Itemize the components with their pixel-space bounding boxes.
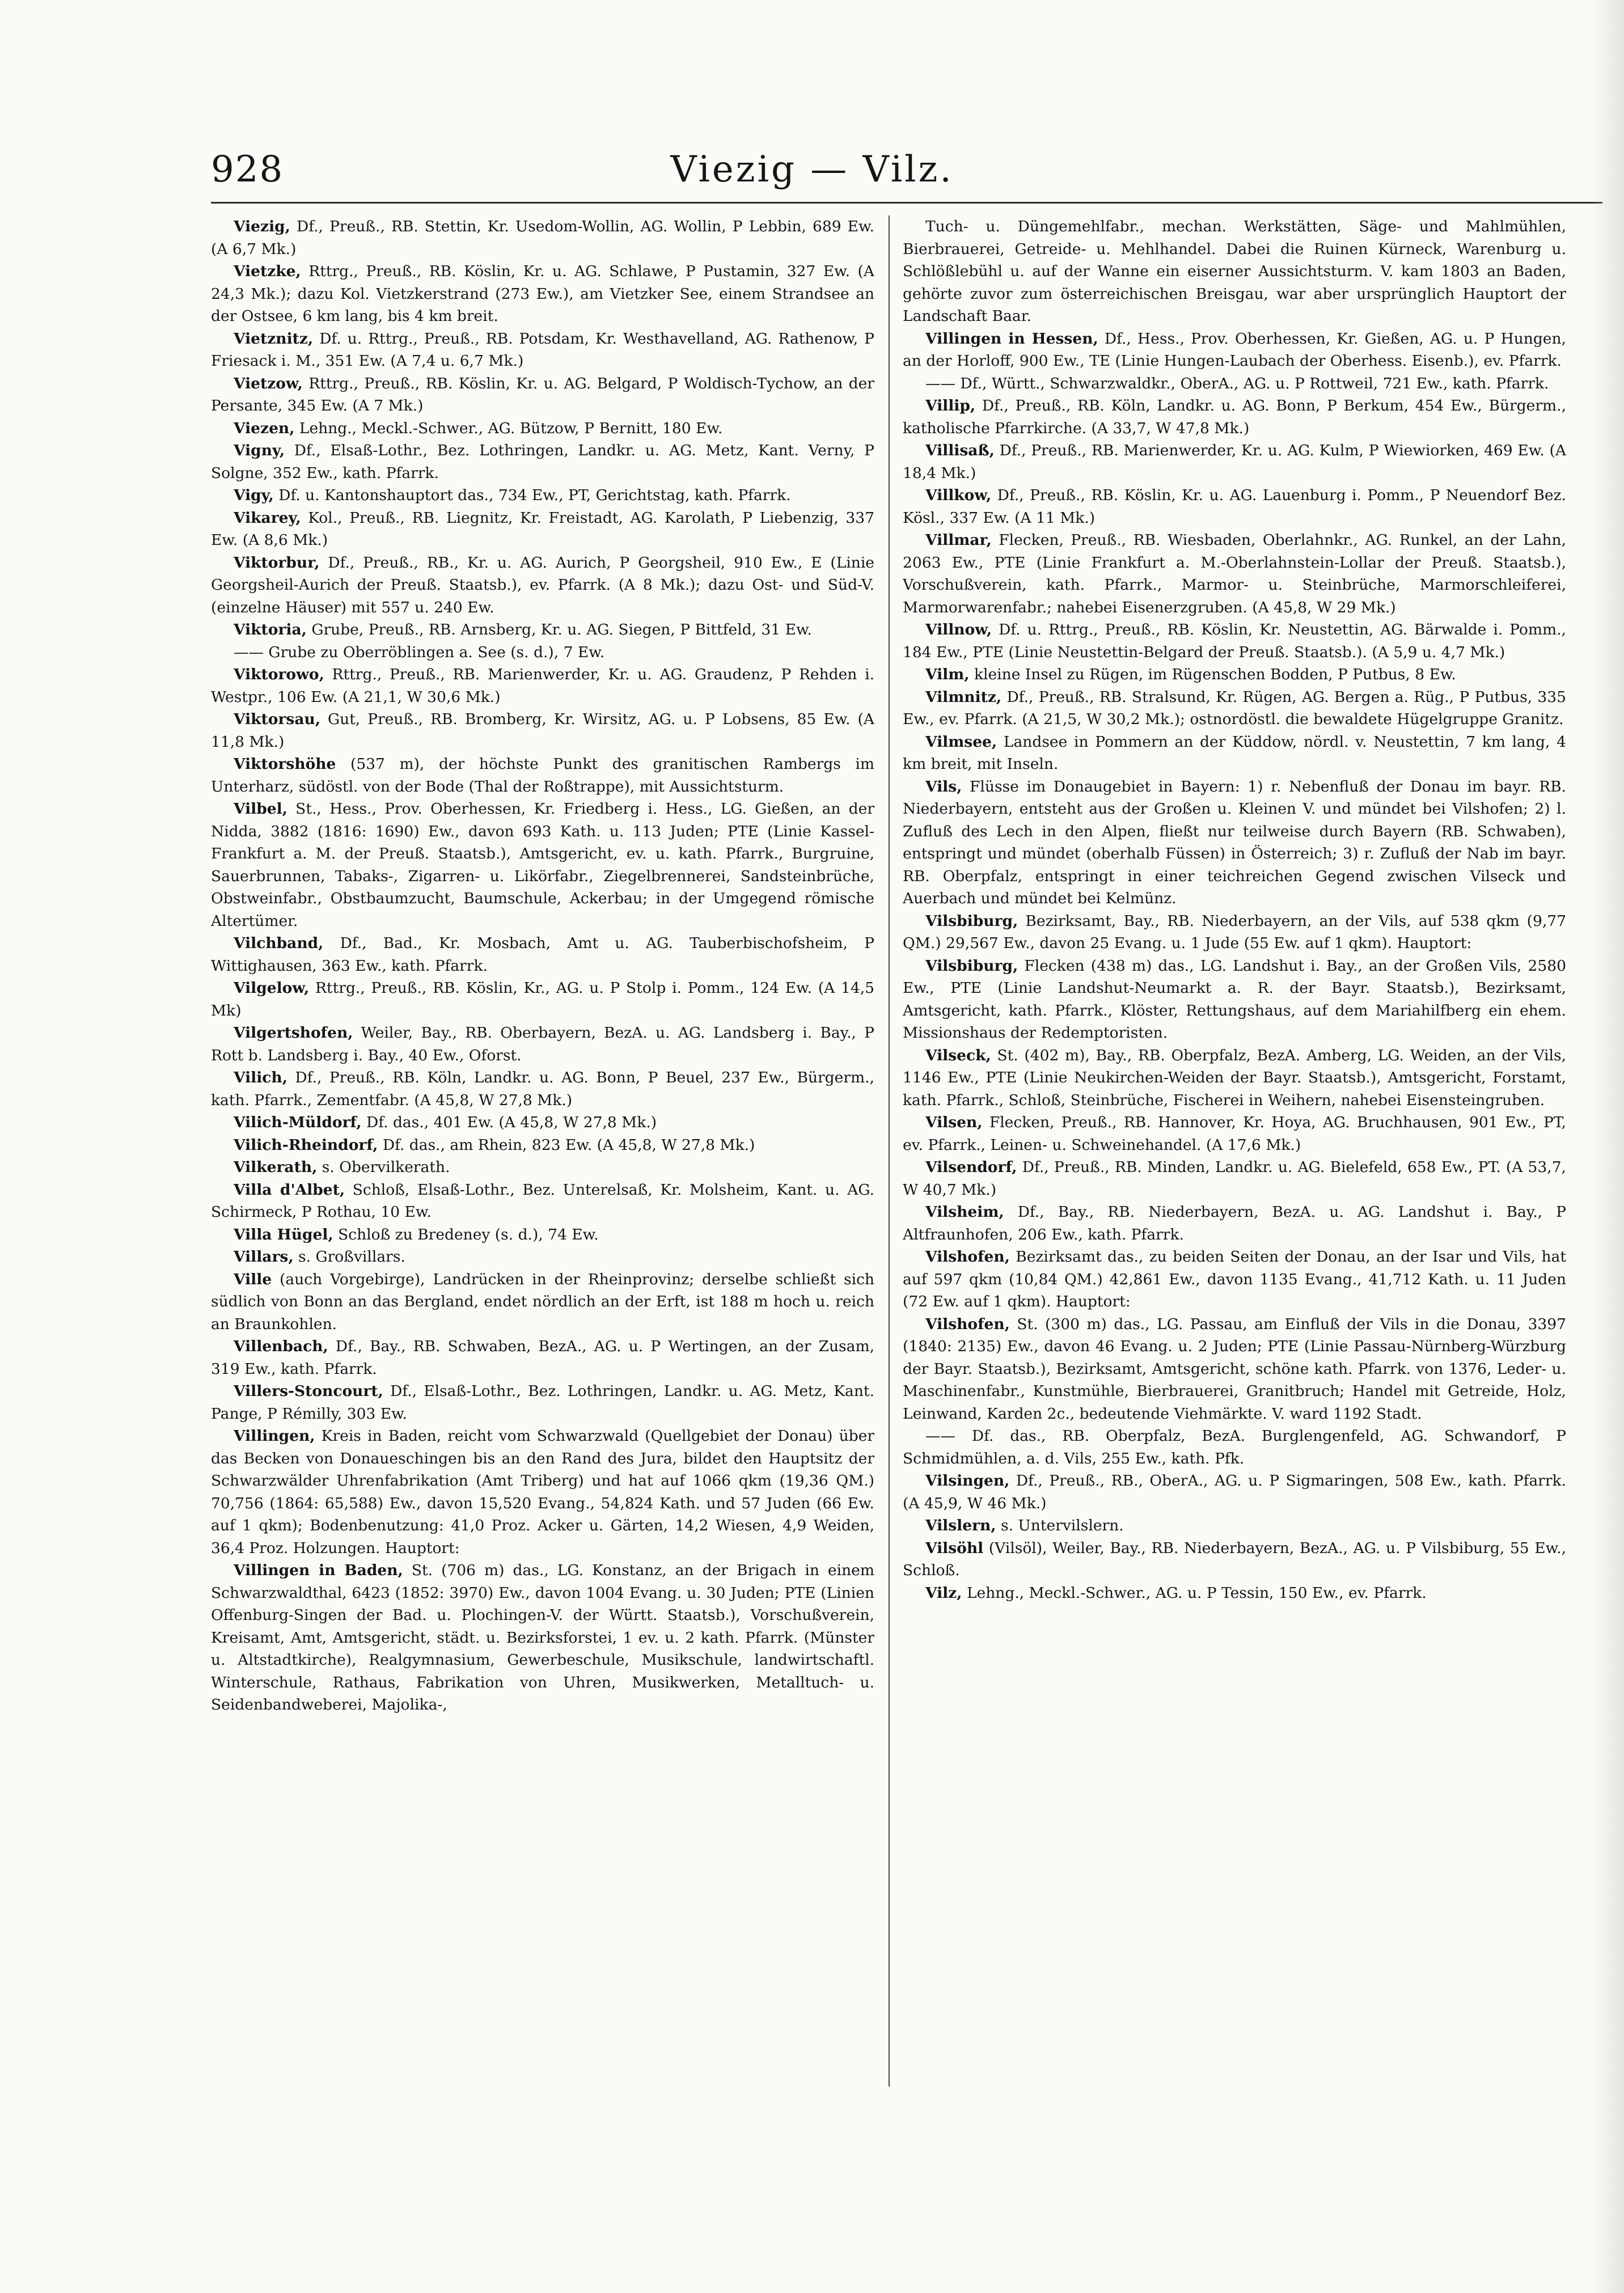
entry-headword: Vilseck,	[925, 1046, 991, 1064]
dictionary-entry	[211, 1268, 874, 1336]
entry-body: —— Df. das., RB. Oberpfalz, BezA. Burglengenfeld, AG. Schwandorf, P Schmidmühlen, a. d. Vils, 255 Ew., kath. Pfk.	[903, 1427, 1566, 1467]
entry-headword: Villingen,	[234, 1427, 315, 1445]
column-divider	[889, 215, 890, 2087]
entry-headword: Vilshofen,	[925, 1248, 1010, 1266]
entry-body: Df. u. Rttrg., Preuß., RB. Köslin, Kr. Neustettin, AG. Bärwalde i. Pomm., 184 Ew., PTE (Linie Neustettin-Belgard der Preuß. Staatsb.). (A 5,9 u. 4,7 Mk.)	[903, 621, 1566, 661]
entry-body: Df., Bay., RB. Schwaben, BezA., AG. u. P Wertingen, an der Zusam, 319 Ew., kath. Pfarrk.	[211, 1338, 874, 1378]
entry-body: Df. das., 401 Ew. (A 45,8, W 27,8 Mk.)	[366, 1114, 657, 1131]
dictionary-entry	[903, 663, 1566, 686]
dictionary-entry	[903, 215, 1566, 328]
entry-headword: Vigny,	[234, 442, 285, 459]
entry-headword: Vigy,	[234, 486, 274, 504]
dictionary-entry	[211, 663, 874, 708]
dictionary-entry	[903, 731, 1566, 776]
entry-body: Df., Preuß., RB., Kr. u. AG. Aurich, P Georgsheil, 910 Ew., E (Linie Georgsheil-Aurich der Preuß. Staatsb.), ev. Pfarrk. (A 8 Mk.); dazu Ost- und Süd-V. (einzelne Häuser) mit 557 u. 240 Ew.	[211, 553, 874, 616]
entry-headword: Vilgertshofen,	[234, 1024, 353, 1042]
entry-body: Kreis in Baden, reicht vom Schwarzwald (Quellgebiet der Donau) über das Becken von Donaueschingen bis an den Rand des Jura, bildet den Hauptsitz der Schwarzwälder Uhrenfabrikation (Amt Triberg) und hat auf 1066 qkm (19,36 QM.) 70,756 (1864: 65,588) Ew., davon 15,520 Evang., 54,824 Kath. und 57 Juden (66 Ew. auf 1 qkm); Bodenbenutzung: 41,0 Proz. Acker u. Gärten, 14,2 Wiesen, 4,9 Weiden, 36,4 Proz. Holzungen. Hauptort:	[211, 1427, 874, 1557]
dictionary-entry	[903, 484, 1566, 529]
entry-body: Df., Preuß., RB., OberA., AG. u. P Sigmaringen, 508 Ew., kath. Pfarrk. (A 45,9, W 46 Mk.)	[903, 1472, 1566, 1512]
entry-body: Df., Preuß., RB. Marienwerder, Kr. u. AG. Kulm, P Wiewiorken, 469 Ew. (A 18,4 Mk.)	[903, 442, 1566, 482]
entry-headword: Viezig,	[234, 218, 290, 235]
entry-headword: Vietzow,	[234, 374, 303, 392]
entry-body: s. Obervilkerath.	[322, 1158, 450, 1176]
entry-headword: Viktorsau,	[234, 710, 320, 728]
dictionary-entry	[903, 1425, 1566, 1470]
entry-headword: Ville	[234, 1270, 272, 1288]
dictionary-entry	[211, 1335, 874, 1380]
entry-body: Df., Bay., RB. Niederbayern, BezA. u. AG. Landshut i. Bay., P Altfraunhofen, 206 Ew., kath. Pfarrk.	[903, 1203, 1566, 1243]
entry-body: St. (706 m) das., LG. Konstanz, an der Brigach in einem Schwarzwaldthal, 6423 (1852: 3970) Ew., davon 1004 Evang. u. 30 Juden; PTE (Linien Offenburg-Singen der Bad. u. Plochingen-V. der Württ. Staatsb.), Vorschußverein, Kreisamt, Amt, Amtsgericht, städt. u. Bezirksforstei, 1 ev. u. 2 kath. Pfarrk. (Münster u. Altstadtkirche), Realgymnasium, Gewerbeschule, Musikschule, landwirtschaftl. Winterschule, Rathaus, Fabrikation von Uhren, Musikwerken, Metalltuch- u. Seidenbandweberei, Majolika-,	[211, 1562, 874, 1714]
dictionary-entry	[903, 395, 1566, 439]
entry-headword: Vilbel,	[234, 800, 287, 818]
entry-body: Df. das., am Rhein, 823 Ew. (A 45,8, W 27,8 Mk.)	[382, 1136, 755, 1154]
dictionary-entry	[211, 1179, 874, 1224]
entry-body: Flüsse im Donaugebiet in Bayern: 1) r. Nebenfluß der Donau im bayr. RB. Niederbayern, entsteht aus der Großen u. Kleinen V. und mündet bei Vilshofen; 2) l. Zufluß des Lech in den Alpen, fließt nur teilweise durch Bayern (RB. Schwaben), entspringt und mündet (oberhalb Füssen) in Österreich; 3) r. Zufluß der Nab im bayr. RB. Oberpfalz, entspringt in einer teichreichen Gegend zwischen Vilseck und Auerbach und mündet bei Kelmünz.	[903, 777, 1566, 907]
entry-headword: Villa Hügel,	[234, 1225, 333, 1243]
entry-body: Df., Preuß., RB. Stettin, Kr. Usedom-Wollin, AG. Wollin, P Lebbin, 689 Ew. (A 6,7 Mk.)	[211, 218, 874, 258]
dictionary-entry	[211, 1134, 874, 1157]
entry-body: Flecken (438 m) das., LG. Landshut i. Bay., an der Großen Vils, 2580 Ew., PTE (Linie Landshut-Neumarkt a. R. der Bayr. Staatsb.), Bezirksamt, Amtsgericht, kath. Pfarrk., Klöster, Rettungshaus, auf dem Mariahilfberg ein ehem. Missionshaus der Redemptoristen.	[903, 957, 1566, 1042]
dictionary-entry	[903, 1537, 1566, 1582]
entry-headword: Vilshofen,	[925, 1315, 1010, 1333]
entry-body: Kol., Preuß., RB. Liegnitz, Kr. Freistadt, AG. Karolath, P Liebenzig, 337 Ew. (A 8,6 Mk.)	[211, 509, 874, 549]
page-number: 928	[211, 149, 284, 191]
dictionary-entry	[211, 1111, 874, 1134]
dictionary-entry	[211, 439, 874, 484]
entry-headword: Vilich,	[234, 1069, 287, 1086]
entry-headword: Vilz,	[925, 1584, 962, 1602]
entry-body: (auch Vorgebirge), Landrücken in der Rheinprovinz; derselbe schließt sich südlich von Bonn an das Bergland, endet nördlich an der Erft, ist 188 m hoch u. reich an Braunkohlen.	[211, 1270, 874, 1333]
entry-body: Rttrg., Preuß., RB. Köslin, Kr. u. AG. Schlawe, P Pustamin, 327 Ew. (A 24,3 Mk.); dazu Kol. Vietzkerstrand (273 Ew.), am Vietzker See, einem Strandsee an der Ostsee, 6 km lang, bis 4 km breit.	[211, 263, 874, 325]
entry-headword: Villmar,	[925, 531, 992, 549]
entry-body: kleine Insel zu Rügen, im Rügenschen Bodden, P Putbus, 8 Ew.	[974, 666, 1456, 683]
dictionary-entry	[211, 1246, 874, 1268]
dictionary-entry	[211, 798, 874, 932]
entry-headword: Vilmsee,	[925, 733, 997, 751]
entry-headword: Vilsheim,	[925, 1203, 1004, 1221]
entry-headword: Vilsbiburg,	[925, 912, 1018, 930]
dictionary-entry	[211, 619, 874, 641]
entry-body: Df., Preuß., RB. Köln, Landkr. u. AG. Bonn, P Berkum, 454 Ew., Bürgerm., katholische Pfarrkirche. (A 33,7, W 47,8 Mk.)	[903, 397, 1566, 437]
entry-body: Rttrg., Preuß., RB. Marienwerder, Kr. u. AG. Graudenz, P Rehden i. Westpr., 106 Ew. (A 21,1, W 30,6 Mk.)	[211, 666, 874, 706]
dictionary-entry	[903, 1514, 1566, 1537]
dictionary-entry	[903, 529, 1566, 619]
entry-body: Df., Preuß., RB. Stralsund, Kr. Rügen, AG. Bergen a. Rüg., P Putbus, 335 Ew., ev. Pfarrk. (A 21,5, W 30,2 Mk.); ostnordöstl. die bewaldete Hügelgruppe Granitz.	[903, 688, 1566, 728]
dictionary-entry	[211, 1067, 874, 1111]
dictionary-entry	[211, 507, 874, 552]
entry-body: Lehng., Meckl.-Schwer., AG. Bützow, P Bernitt, 180 Ew.	[299, 419, 723, 437]
entry-body: Df., Hess., Prov. Oberhessen, Kr. Gießen, AG. u. P Hungen, an der Horloff, 900 Ew., TE (Linie Hungen-Laubach der Oberhess. Eisenb.), ev. Pfarrk.	[903, 329, 1566, 370]
dictionary-entry	[903, 1201, 1566, 1246]
entry-body: Gut, Preuß., RB. Bromberg, Kr. Wirsitz, AG. u. P Lobsens, 85 Ew. (A 11,8 Mk.)	[211, 710, 874, 751]
dictionary-entry	[211, 708, 874, 753]
entry-body: Lehng., Meckl.-Schwer., AG. u. P Tessin, 150 Ew., ev. Pfarrk.	[966, 1584, 1427, 1602]
entry-headword: Vilmnitz,	[925, 688, 1002, 706]
entry-body: Df., Bad., Kr. Mosbach, Amt u. AG. Tauberbischofsheim, P Wittighausen, 363 Ew., kath. Pfarrk.	[211, 934, 874, 975]
dictionary-entry	[903, 955, 1566, 1044]
entry-headword: Villnow,	[925, 621, 992, 638]
entry-body: Flecken, Preuß., RB. Wiesbaden, Oberlahnkr., AG. Runkel, an der Lahn, 2063 Ew., PTE (Linie Frankfurt a. M.-Oberlahnstein-Lollar der Preuß. Staatsb.), Vorschußverein, kath. Pfarrk., Marmor- u. Steinbrüche, Marmorschleiferei, Marmorwarenfabr.; nahebei Eisenerzgruben. (A 45,8, W 29 Mk.)	[903, 531, 1566, 616]
dictionary-entry	[211, 484, 874, 507]
dictionary-entry	[903, 328, 1566, 373]
entry-headword: Vietzke,	[234, 263, 301, 280]
dictionary-entry	[211, 1022, 874, 1067]
entry-headword: Vils,	[925, 777, 962, 796]
dictionary-entry	[211, 1559, 874, 1716]
dictionary-entry	[211, 552, 874, 619]
entry-body: Schloß, Elsaß-Lothr., Bez. Unterelsaß, Kr. Molsheim, Kant. u. AG. Schirmeck, P Rothau, 10 Ew.	[211, 1181, 874, 1221]
entry-headword: Villingen in Baden,	[234, 1562, 403, 1579]
entry-headword: Viktorbur,	[234, 553, 320, 572]
entry-body: —— Grube zu Oberröblingen a. See (s. d.), 7 Ew.	[234, 643, 605, 661]
header-rule	[211, 202, 1602, 204]
entry-headword: Villars,	[234, 1248, 294, 1266]
dictionary-entry	[903, 686, 1566, 731]
dictionary-entry	[903, 439, 1566, 484]
dictionary-entry	[903, 619, 1566, 663]
entry-headword: Villingen in Hessen,	[925, 329, 1098, 348]
dictionary-entry	[211, 1380, 874, 1425]
entry-headword: Vilslern,	[925, 1517, 996, 1534]
entry-body: Rttrg., Preuß., RB. Köslin, Kr. u. AG. Belgard, P Woldisch-Tychow, an der Persante, 345 Ew. (A 7 Mk.)	[211, 374, 874, 414]
entry-body: Df., Preuß., RB. Minden, Landkr. u. AG. Bielefeld, 658 Ew., PT. (A 53,7, W 40,7 Mk.)	[903, 1158, 1566, 1199]
entry-headword: Vilchband,	[234, 934, 324, 952]
entry-headword: Vilich-Rheindorf,	[234, 1136, 378, 1154]
entry-body: Grube, Preuß., RB. Arnsberg, Kr. u. AG. Siegen, P Bittfeld, 31 Ew.	[311, 621, 812, 638]
dictionary-entry	[211, 1224, 874, 1246]
entry-body: St., Hess., Prov. Oberhessen, Kr. Friedberg i. Hess., LG. Gießen, an der Nidda, 3882 (1816: 1690) Ew., davon 693 Kath. u. 113 Juden; PTE (Linie Kassel-Frankfurt a. M. der Preuß. Staatsb.), Amtsgericht, ev. u. kath. Pfarrk., Burgruine, Sauerbrunnen, Tabaks-, Zigarren- u. Likörfabr., Ziegelbrennerei, Sandsteinbrüche, Obstweinfabr., Obstbaumzucht, Baumschule, Ackerbau; in der Umgegend römische Altertümer.	[211, 800, 874, 930]
entry-headword: Villenbach,	[234, 1338, 328, 1355]
entry-headword: Villkow,	[925, 486, 992, 504]
dictionary-entry	[903, 1313, 1566, 1425]
entry-headword: Vietznitz,	[234, 329, 314, 348]
dictionary-entry	[903, 1156, 1566, 1201]
dictionary-entry	[903, 1044, 1566, 1112]
dictionary-entry	[211, 260, 874, 328]
entry-body: —— Df., Württ., Schwarzwaldkr., OberA., AG. u. P Rottweil, 721 Ew., kath. Pfarrk.	[925, 374, 1549, 392]
entry-headword: Vilm,	[925, 666, 970, 683]
entry-headword: Vilsbiburg,	[925, 957, 1018, 975]
dictionary-entry	[211, 641, 874, 664]
dictionary-entry	[903, 1470, 1566, 1514]
entry-headword: Vilsendorf,	[925, 1158, 1017, 1176]
entry-body: Df., Preuß., RB. Köslin, Kr. u. AG. Lauenburg i. Pomm., P Neuendorf Bez. Kösl., 337 Ew. (A 11 Mk.)	[903, 486, 1566, 527]
entry-headword: Villisaß,	[925, 442, 995, 459]
entry-headword: Viktoria,	[234, 621, 307, 638]
entry-headword: Vilich-Müldorf,	[234, 1114, 362, 1131]
entry-body: (537 m), der höchste Punkt des granitischen Rambergs im Unterharz, südöstl. von der Bode (Thal der Roßtrappe), mit Aussichtsturm.	[211, 755, 874, 796]
entry-body: Weiler, Bay., RB. Oberbayern, BezA. u. AG. Landsberg i. Bay., P Rott b. Landsberg i. Bay., 40 Ew., Oforst.	[211, 1024, 874, 1064]
dictionary-entry	[903, 1111, 1566, 1156]
entry-body: Tuch- u. Düngemehlfabr., mechan. Werkstätten, Säge- und Mahlmühlen, Bierbrauerei, Getreide- u. Mehlhandel. Dabei die Ruinen Kürneck, Warenburg u. Schlößlebühl u. auf der Wanne ein eiserner Aussichtsturm. V. kam 1803 an Baden, gehörte zuvor zum österreichischen Breisgau, war aber ursprünglich Hauptort der Landschaft Baar.	[903, 218, 1566, 325]
entry-headword: Vilsen,	[925, 1114, 983, 1131]
dictionary-entry	[211, 215, 874, 260]
dictionary-entry	[211, 328, 874, 373]
entry-headword: Villers-Stoncourt,	[234, 1382, 383, 1400]
dictionary-entry	[903, 1246, 1566, 1313]
entry-headword: Vikarey,	[234, 509, 301, 527]
dictionary-entry	[211, 932, 874, 977]
entry-headword: Vilsöhl	[925, 1539, 984, 1557]
running-head: Viezig — Vilz.	[670, 149, 954, 191]
page-edge-shadow	[1590, 0, 1624, 2293]
dictionary-entry	[211, 417, 874, 440]
entry-body: s. Großvillars.	[298, 1248, 405, 1266]
entry-body: Df. u. Kantonshauptort das., 734 Ew., PT, Gerichtstag, kath. Pfarrk.	[278, 486, 791, 504]
entry-body: St. (300 m) das., LG. Passau, am Einfluß der Vils in die Donau, 3397 (1840: 2135) Ew., davon 46 Evang. u. 2 Juden; PTE (Linie Passau-Nürnberg-Würzburg der Bayr. Staatsb.), Bezirksamt, Amtsgericht, schöne kath. Pfarrk. von 1376, Leder- u. Maschinenfabr., Kunstmühle, Bierbrauerei, Granitbruch; Handel mit Getreide, Holz, Leinwand, Karden 2c., bedeutende Viehmärkte. V. ward 1192 Stadt.	[903, 1315, 1566, 1423]
entry-body: Bezirksamt das., zu beiden Seiten der Donau, an der Isar und Vils, hat auf 597 qkm (10,84 QM.) 42,861 Ew., davon 1135 Evang., 41,712 Kath. u. 11 Juden (72 Ew. auf 1 qkm). Hauptort:	[903, 1248, 1566, 1310]
left-column	[211, 215, 874, 2211]
entry-headword: Vilsingen,	[925, 1472, 1010, 1490]
entry-body: Rttrg., Preuß., RB. Köslin, Kr., AG. u. P Stolp i. Pomm., 124 Ew. (A 14,5 Mk)	[211, 979, 874, 1019]
entry-headword: Viktorshöhe	[234, 755, 336, 773]
dictionary-entry	[211, 373, 874, 417]
entry-body: Df., Elsaß-Lothr., Bez. Lothringen, Landkr. u. AG. Metz, Kant. Verny, P Solgne, 352 Ew., kath. Pfarrk.	[211, 442, 874, 482]
entry-headword: Villa d'Albet,	[234, 1181, 345, 1199]
entry-body: s. Untervilslern.	[1000, 1517, 1124, 1534]
dictionary-entry	[903, 373, 1566, 395]
dictionary-entry	[211, 1425, 874, 1559]
entry-headword: Vilgelow,	[234, 979, 310, 997]
entry-body: Df. u. Rttrg., Preuß., RB. Potsdam, Kr. Westhavelland, AG. Rathenow, P Friesack i. M., 351 Ew. (A 7,4 u. 6,7 Mk.)	[211, 329, 874, 370]
dictionary-entry	[903, 910, 1566, 955]
entry-body: Schloß zu Bredeney (s. d.), 74 Ew.	[338, 1225, 599, 1243]
dictionary-entry	[211, 1156, 874, 1179]
entry-body: Df., Elsaß-Lothr., Bez. Lothringen, Landkr. u. AG. Metz, Kant. Pange, P Rémilly, 303 Ew.	[211, 1382, 874, 1423]
dictionary-entry	[903, 1582, 1566, 1605]
entry-headword: Villip,	[925, 397, 976, 414]
entry-body: Df., Preuß., RB. Köln, Landkr. u. AG. Bonn, P Beuel, 237 Ew., Bürgerm., kath. Pfarrk., Zementfabr. (A 45,8, W 27,8 Mk.)	[211, 1069, 874, 1109]
dictionary-entry	[211, 753, 874, 798]
dictionary-entry	[211, 977, 874, 1022]
dictionary-entry	[903, 776, 1566, 910]
entry-headword: Viezen,	[234, 419, 295, 437]
entry-body: Flecken, Preuß., RB. Hannover, Kr. Hoya, AG. Bruchhausen, 901 Ew., PT, ev. Pfarrk., Leinen- u. Schweinehandel. (A 17,6 Mk.)	[903, 1114, 1566, 1154]
entry-body: (Vilsöl), Weiler, Bay., RB. Niederbayern, BezA., AG. u. P Vilsbiburg, 55 Ew., Schloß.	[903, 1539, 1566, 1579]
right-column	[903, 215, 1566, 2211]
entry-body: Landsee in Pommern an der Küddow, nördl. v. Neustettin, 7 km lang, 4 km breit, mit Inseln.	[903, 733, 1566, 773]
entry-body: St. (402 m), Bay., RB. Oberpfalz, BezA. Amberg, LG. Weiden, an der Vils, 1146 Ew., PTE (Linie Neukirchen-Weiden der Bayr. Staatsb.), Amtsgericht, Forstamt, kath. Pfarrk., Schloß, Steinbrüche, Fischerei in Weihern, nahebei Eisensteingruben.	[903, 1046, 1566, 1109]
entry-headword: Vilkerath,	[234, 1158, 318, 1176]
entry-body: Bezirksamt, Bay., RB. Niederbayern, an der Vils, auf 538 qkm (9,77 QM.) 29,567 Ew., davon 25 Evang. u. 1 Jude (55 Ew. auf 1 qkm). Hauptort:	[903, 912, 1566, 952]
entry-headword: Viktorowo,	[234, 666, 324, 683]
